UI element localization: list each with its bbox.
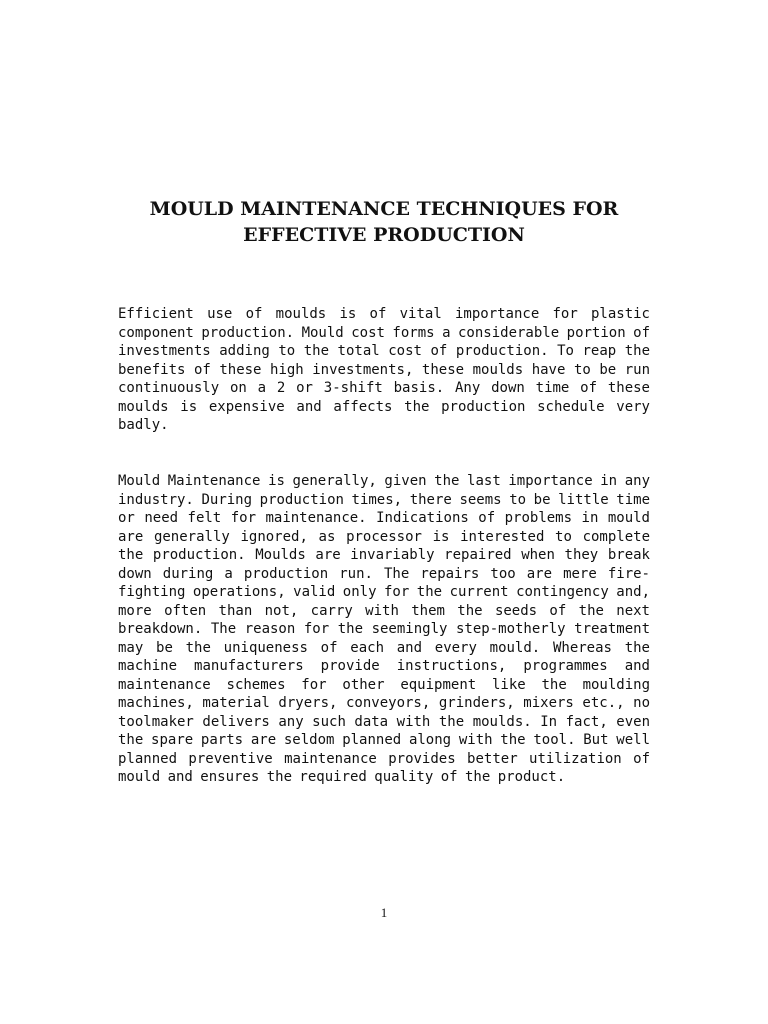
page-number: 1 [380,905,388,920]
title-line-2: EFFECTIVE PRODUCTION [243,224,525,246]
paragraph-2: Mould Maintenance is generally, given the last importance in any industry. During production times, there seems to be little time or need felt for maintenance. Indications of problems in mould are generally ignored, as processor is interested to complete the production. Moulds are invariably repaired when they break down during a production run. The repairs too are mere fire-fighting operations, valid only for the current contingency and, more often than not, carry with them the seeds of the next breakdown. The reason for the seemingly step-motherly treatment may be the uniqueness of each and every mould. Whereas the machine manufacturers provide instructions, programmes and maintenance schemes for other equipment like the moulding machines, material dryers, conveyors, grinders, mixers etc., no toolmaker delivers any such data with the moulds. In fact, even the spare parts are seldom planned along with the tool. But well planned preventive maintenance provides better utilization of mould and ensures the required quality of the product. [118,473,650,785]
title-line-1: MOULD MAINTENANCE TECHNIQUES FOR [149,198,619,220]
paragraph-1: Efficient use of moulds is of vital importance for plastic component production. Mould cost forms a considerable portion of investments adding to the total cost of production. To reap the benefits of these high investments, these moulds have to be run continuously on a 2 or 3-shift basis. Any down time of these moulds is expensive and affects the production schedule very badly. [118,306,650,433]
document-title [100,196,668,248]
